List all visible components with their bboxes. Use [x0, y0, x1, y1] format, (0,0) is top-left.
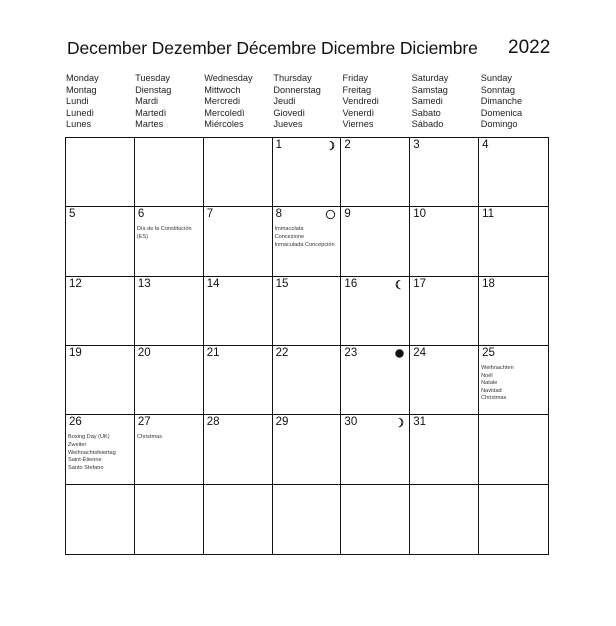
day-number: 22 — [275, 347, 289, 359]
weekday-name: Friday — [342, 73, 369, 83]
weekday-name: Tuesday — [135, 73, 171, 83]
day-cell — [135, 346, 204, 415]
day-cell — [135, 415, 204, 484]
day-number: 8 — [275, 208, 282, 221]
day-cell — [66, 277, 135, 346]
day-cell — [479, 138, 548, 207]
calendar-year: 2022 — [508, 37, 551, 58]
day-cell — [273, 207, 342, 276]
day-number: 5 — [69, 208, 76, 221]
day-cell — [410, 138, 479, 207]
day-cell — [66, 138, 135, 207]
day-cell — [204, 346, 273, 415]
day-cell — [341, 346, 410, 415]
holiday-label: Christmas — [136, 434, 163, 441]
calendar-title: December Dezember Décembre Dicembre Diciembre — [67, 38, 478, 58]
holiday-notes — [275, 226, 335, 249]
holiday-label: Día de la Constitución — [136, 226, 192, 233]
day-cell — [479, 485, 548, 554]
day-cell — [135, 207, 204, 276]
holiday-label: Noël — [481, 372, 493, 379]
day-cell — [135, 485, 204, 554]
holiday-notes — [137, 226, 192, 241]
holiday-notes — [481, 365, 514, 403]
day-cell — [410, 415, 479, 484]
day-number: 17 — [413, 277, 427, 290]
month-grid — [65, 137, 549, 555]
day-number: 16 — [344, 277, 358, 290]
weekday-name: Dimanche — [480, 96, 523, 106]
holiday-label: Zweiter — [68, 441, 87, 448]
weekday-name: Thursday — [273, 73, 312, 83]
holiday-label: Inmaculada Concepción — [274, 241, 335, 248]
day-number: 15 — [275, 277, 289, 290]
day-cell — [479, 346, 548, 415]
day-number: 25 — [482, 347, 495, 359]
waning-moon-icon — [394, 279, 405, 290]
day-cell — [273, 485, 342, 554]
day-cell — [135, 138, 204, 207]
weekday-name: Mercoledì — [204, 107, 245, 118]
day-cell — [410, 277, 479, 346]
weekday-name: Donnerstag — [273, 84, 321, 95]
weekday-name: Freitag — [342, 84, 372, 95]
new-moon-icon — [394, 348, 405, 359]
day-number: 10 — [413, 208, 427, 221]
day-number: 13 — [137, 277, 151, 290]
day-cell — [341, 485, 410, 554]
weekday-name: Lunes — [66, 119, 92, 129]
weekday-name: Sunday — [480, 73, 512, 83]
day-cell — [204, 138, 273, 207]
day-cell — [341, 415, 410, 484]
day-cell — [273, 346, 342, 415]
waxing-moon-icon — [325, 140, 336, 151]
holiday-label: Weihnachten — [481, 365, 514, 371]
day-cell — [273, 138, 342, 207]
day-number: 26 — [69, 416, 82, 429]
holiday-label: Immacolata — [274, 226, 304, 233]
holiday-label: Christmas — [481, 395, 507, 402]
day-cell — [341, 138, 410, 207]
day-number: 23 — [344, 347, 358, 359]
weekday-name: Sabato — [411, 107, 441, 118]
holiday-label: Saint-Étienne — [68, 457, 102, 464]
day-cell — [204, 485, 273, 554]
weekday-header — [412, 73, 481, 131]
holiday-label: Natale — [481, 380, 498, 387]
day-number: 27 — [137, 416, 151, 429]
weekday-name: Saturday — [411, 73, 449, 83]
weekday-name: Wednesday — [204, 73, 253, 83]
day-cell — [204, 277, 273, 346]
day-number: 4 — [482, 139, 489, 151]
weekday-name: Lunedì — [66, 107, 95, 118]
weekday-name: Mercredi — [204, 96, 240, 106]
day-number: 11 — [482, 208, 495, 221]
weekday-name: Martes — [135, 119, 164, 129]
day-number: 18 — [482, 277, 495, 290]
day-number: 6 — [137, 208, 145, 221]
day-cell — [66, 346, 135, 415]
weekday-name: Montag — [66, 84, 97, 95]
day-cell — [479, 415, 548, 484]
day-number: 28 — [206, 416, 220, 429]
day-number: 24 — [413, 347, 427, 359]
day-cell — [410, 346, 479, 415]
day-number: 1 — [275, 139, 282, 151]
weekday-name: Sábado — [411, 119, 444, 129]
weekday-name: Giovedì — [273, 107, 306, 118]
day-cell — [479, 277, 548, 346]
day-cell — [66, 415, 135, 484]
holiday-label: Boxing Day (UK) — [68, 434, 110, 441]
day-number: 7 — [206, 208, 214, 221]
weekday-name: Mittwoch — [204, 84, 241, 95]
holiday-label: Santo Stefano — [68, 464, 104, 471]
weekday-name: Vendredi — [342, 96, 379, 106]
day-number: 20 — [137, 347, 151, 359]
weekday-name: Sonntag — [480, 84, 515, 95]
weekday-header — [481, 73, 550, 131]
day-number: 31 — [413, 416, 427, 429]
weekday-name: Samedi — [411, 96, 443, 106]
weekday-name: Martedì — [135, 107, 167, 118]
weekday-name: Monday — [66, 73, 99, 83]
holiday-label: Concezione — [274, 233, 305, 240]
weekday-header — [66, 73, 135, 131]
day-cell — [410, 485, 479, 554]
weekday-header — [343, 73, 412, 131]
day-cell — [66, 485, 135, 554]
day-cell — [204, 207, 273, 276]
weekday-name: Mardi — [135, 96, 159, 106]
weekday-name: Viernes — [342, 119, 374, 129]
holiday-notes — [68, 434, 116, 472]
weekday-name: Jueves — [273, 119, 303, 129]
weekday-header-row — [66, 73, 550, 131]
day-number: 9 — [344, 208, 351, 221]
weekday-name: Venerdì — [342, 107, 375, 118]
waxing-moon-icon — [394, 417, 405, 428]
day-cell — [273, 277, 342, 346]
weekday-header — [135, 73, 204, 131]
weekday-name: Dienstag — [135, 84, 172, 95]
day-number: 3 — [413, 139, 420, 151]
day-cell — [341, 207, 410, 276]
day-number: 12 — [69, 277, 82, 290]
weekday-name: Miércoles — [204, 119, 244, 129]
weekday-name: Domenica — [480, 107, 523, 118]
weekday-header — [204, 73, 273, 131]
weekday-name: Jeudi — [273, 96, 296, 106]
day-number: 14 — [206, 277, 220, 290]
weekday-header — [273, 73, 342, 131]
full-moon-icon — [325, 209, 336, 220]
day-cell — [204, 415, 273, 484]
day-number: 29 — [275, 416, 289, 429]
day-cell — [341, 277, 410, 346]
day-cell — [135, 277, 204, 346]
day-cell — [66, 207, 135, 276]
day-cell — [273, 415, 342, 484]
weekday-name: Domingo — [480, 119, 518, 129]
day-number: 2 — [344, 139, 351, 151]
holiday-notes — [137, 434, 162, 442]
holiday-label: (ES) — [136, 233, 149, 240]
holiday-label: Navidad — [481, 387, 502, 394]
day-number: 30 — [344, 416, 358, 429]
weekday-name: Lundi — [66, 96, 89, 106]
day-cell — [410, 207, 479, 276]
day-number: 21 — [206, 347, 220, 359]
weekday-name: Samstag — [411, 84, 448, 95]
holiday-label: Weihnachtsfeiertag — [68, 449, 116, 456]
day-cell — [479, 207, 548, 276]
day-number: 19 — [69, 347, 82, 359]
